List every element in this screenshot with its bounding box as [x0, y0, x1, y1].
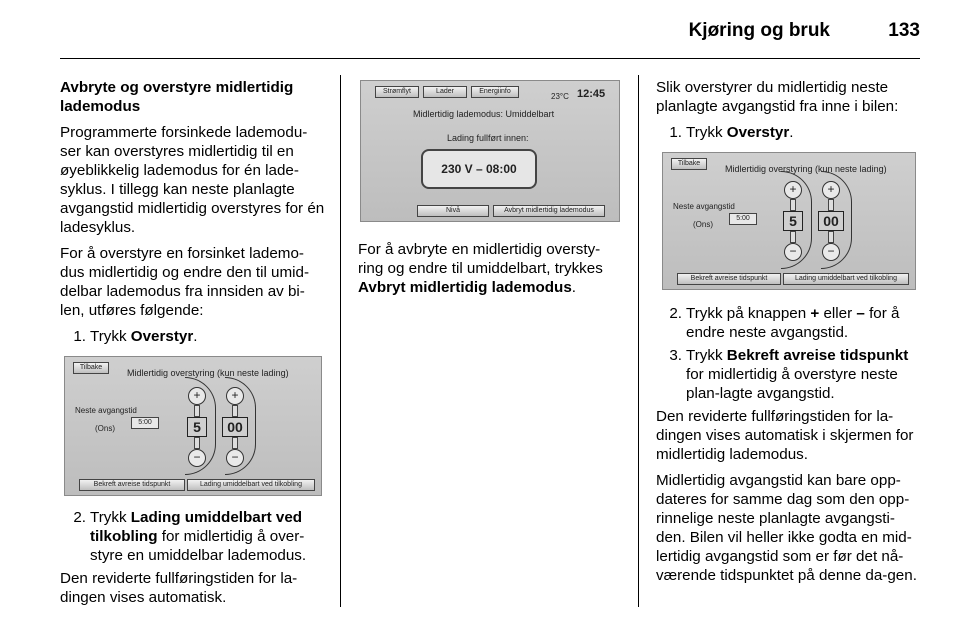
step-2 [60, 508, 328, 565]
minute-arc [225, 377, 256, 475]
minus-icon: − [188, 449, 206, 467]
step-text: Trykk [686, 347, 727, 364]
step-1 [60, 327, 328, 346]
minute-arc [821, 171, 852, 269]
minus-icon: − [784, 243, 802, 261]
column-divider-2 [638, 75, 639, 607]
step-2 [656, 304, 924, 342]
step-text: for midlertidig å overstyre neste plan-lagte avgangstid. [686, 366, 898, 402]
back-button: Tilbake [671, 158, 707, 170]
step-number: 1. [73, 328, 86, 345]
step-text: eller [819, 305, 857, 322]
plus-icon: + [188, 387, 206, 405]
departure-label: Neste avgangstid [673, 202, 735, 211]
paragraph-result: Den reviderte fullføringstiden for la-dingen vises automatisk i skjermen for midlertidig lademodus. [656, 408, 914, 463]
hour-digit: 5 [187, 417, 207, 437]
step-text: . [789, 124, 794, 141]
paragraph-result: Den reviderte fullføringstiden for la-dingen vises automatisk. [60, 570, 298, 606]
column-1 [60, 78, 328, 614]
tab-energy-info: Energiinfo [471, 86, 519, 98]
step-text: Trykk på knappen [686, 305, 811, 322]
screen-title: Midlertidig lademodus: Umiddelbart [413, 109, 555, 119]
step-text: Trykk [90, 509, 131, 526]
confirm-departure-button: Bekreft avreise tidspunkt [677, 273, 781, 285]
screen-title: Midlertidig overstyring (kun neste lading) [725, 164, 887, 174]
step-keyword: Bekreft avreise tidspunkt [726, 347, 909, 364]
section-heading: Avbryte og overstyre midlertidig lademodus [60, 79, 294, 115]
step-1 [656, 123, 924, 142]
screen-override-image [64, 356, 322, 496]
paragraph-intro: Programmerte forsinkede lademodu-ser kan overstyres midlertidig til en øyeblikkelig lademodus for én lade-syklus. I tillegg kan neste planlagte avgangstid midlertidig overstyres for én ladesyklus. [60, 124, 325, 236]
confirm-departure-button: Bekreft avreise tidspunkt [79, 479, 185, 491]
paragraph-cancel [358, 240, 620, 297]
step-number: 3. [669, 347, 682, 364]
column-2 [358, 78, 620, 304]
paragraph-procedure: For å overstyre en forsinket lademo-dus midlertidig og endre den til umid-delbar lademodus fra innsiden av bi-len, utføres følgende: [60, 245, 310, 319]
departure-label: Neste avgangstid [75, 406, 137, 415]
header-divider [60, 58, 920, 59]
screen-override-image [662, 152, 916, 290]
hour-arc [781, 171, 812, 269]
column-divider-1 [340, 75, 341, 607]
charge-immediately-button: Lading umiddelbart ved tilkobling [187, 479, 315, 491]
paragraph-text: For å avbryte en midlertidig oversty-ring og endre til umiddelbart, trykkes [358, 241, 603, 277]
step-3 [656, 346, 924, 403]
step-keyword: Overstyr [130, 328, 194, 345]
step-text: for å endre neste avgangstid. [686, 305, 900, 341]
step-text: for midlertidig å over-styre en umiddelbar lademodus. [90, 528, 307, 564]
plus-icon: + [784, 181, 802, 199]
cancel-temp-mode-button: Avbryt midlertidig lademodus [493, 205, 605, 217]
back-button: Tilbake [73, 362, 109, 374]
page-header [60, 0, 920, 58]
screen-temp-mode-image [360, 80, 620, 222]
plus-icon: + [226, 387, 244, 405]
charge-immediately-button: Lading umiddelbart ved tilkobling [783, 273, 909, 285]
weekday-label: (Ons) [95, 424, 115, 433]
step-text: . [193, 328, 198, 345]
tab-power-flow: Strømflyt [375, 86, 419, 98]
page-title: Kjøring og bruk [688, 20, 830, 41]
screen-title: Midlertidig overstyring (kun neste lading) [127, 368, 289, 378]
hour-arc [185, 377, 216, 475]
time-box: 5:00 [131, 417, 159, 429]
completion-label: Lading fullført innen: [447, 133, 529, 143]
minus-symbol: – [856, 305, 865, 322]
column-3 [656, 78, 924, 592]
page-number: 133 [888, 20, 920, 41]
step-text: Trykk [90, 328, 131, 345]
minus-icon: − [822, 243, 840, 261]
minute-digit: 00 [222, 417, 248, 437]
minus-icon: − [226, 449, 244, 467]
step-text: Trykk [686, 124, 727, 141]
plus-icon: + [822, 181, 840, 199]
step-keyword: Overstyr [726, 124, 790, 141]
paragraph-text: . [571, 279, 577, 296]
minute-digit: 00 [818, 211, 844, 231]
time-box: 5:00 [729, 213, 757, 225]
step-number: 2. [73, 509, 86, 526]
paragraph-keyword: Avbryt midlertidig lademodus [358, 279, 572, 296]
paragraph-note: Midlertidig avgangstid kan bare opp-dateres for samme dag som den opp-rinnelige neste planlagte avgangsti-den. Bilen vil heller ikke godta en mid-lertidig avgangstid som er før det nå-værende tidspunktet på denne da-gen. [656, 472, 917, 584]
clock-readout: 12:45 [577, 88, 606, 100]
step-number: 2. [669, 305, 682, 322]
paragraph-intro: Slik overstyrer du midlertidig neste planlagte avgangstid fra inne i bilen: [656, 79, 899, 115]
level-button: Nivå [417, 205, 489, 217]
tab-charger: Lader [423, 86, 467, 98]
step-number: 1. [669, 124, 682, 141]
hour-digit: 5 [783, 211, 803, 231]
plus-symbol: + [810, 305, 820, 322]
weekday-label: (Ons) [693, 220, 713, 229]
temperature-readout: 23°C [551, 92, 569, 101]
completion-display: 230 V – 08:00 [421, 149, 537, 189]
step-keyword: Lading umiddelbart ved tilkobling [90, 509, 303, 545]
